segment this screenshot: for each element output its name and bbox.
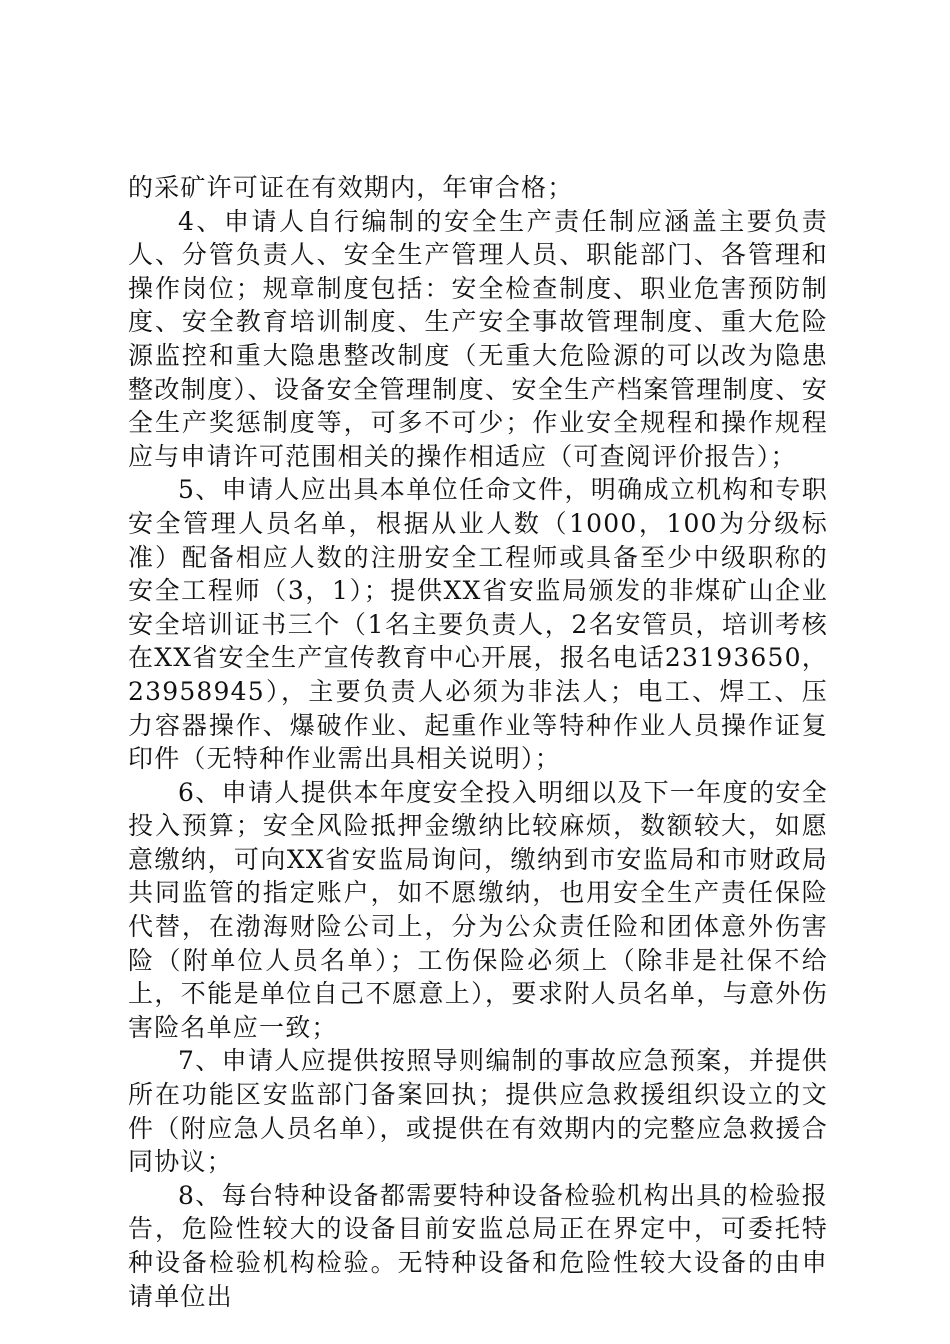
paragraph-item-7: 7、申请人应提供按照导则编制的事故应急预案，并提供所在功能区安监部门备案回执；提供应急救援组织设立的文件（附应急人员名单），或提供在有效期内的完整应急救援合同协议；: [128, 1046, 828, 1177]
paragraph-continuation: 的采矿许可证在有效期内，年审合格；: [128, 173, 574, 202]
paragraph-item-4: 4、申请人自行编制的安全生产责任制应涵盖主要负责人、分管负责人、安全生产管理人员、职能部门、各管理和操作岗位；规章制度包括：安全检查制度、职业危害预防制度、安全教育培训制度、生产安全事故管理制度、重大危险源监控和重大隐患整改制度（无重大危险源的可以改为隐患整改制度）、设备安全管理制度、安全生产档案管理制度、安全生产奖惩制度等，可多不可少；作业安全规程和操作规程应与申请许可范围相关的操作相适应（可查阅评价报告）；: [128, 206, 828, 471]
document-body: [128, 171, 828, 1313]
paragraph-item-8: 8、每台特种设备都需要特种设备检验机构出具的检验报告，危险性较大的设备目前安监总局正在界定中，可委托特种设备检验机构检验。无特种设备和危险性较大设备的由申请单位出: [128, 1180, 828, 1311]
paragraph-item-6: 6、申请人提供本年度安全投入明细以及下一年度的安全投入预算；安全风险抵押金缴纳比较麻烦，数额较大，如愿意缴纳，可向XX省安监局询问，缴纳到市安监局和市财政局共同监管的指定账户，如不愿缴纳，也用安全生产责任保险代替，在渤海财险公司上，分为公众责任险和团体意外伤害险（附单位人员名单）；工伤保险必须上（除非是社保不给上，不能是单位自己不愿意上），要求附人员名单，与意外伤害险名单应一致；: [128, 777, 828, 1042]
paragraph-item-5: 5、申请人应出具本单位任命文件，明确成立机构和专职安全管理人员名单，根据从业人数（1000，100为分级标准）配备相应人数的注册安全工程师或具备至少中级职称的安全工程师（3，1）；提供XX省安监局颁发的非煤矿山企业安全培训证书三个（1名主要负责人，2名安管员，培训考核在XX省安全生产宣传教育中心开展，报名电话23193650，23958945），主要负责人必须为非法人；电工、焊工、压力容器操作、爆破作业、起重作业等特种作业人员操作证复印件（无特种作业需出具相关说明）；: [128, 475, 828, 774]
